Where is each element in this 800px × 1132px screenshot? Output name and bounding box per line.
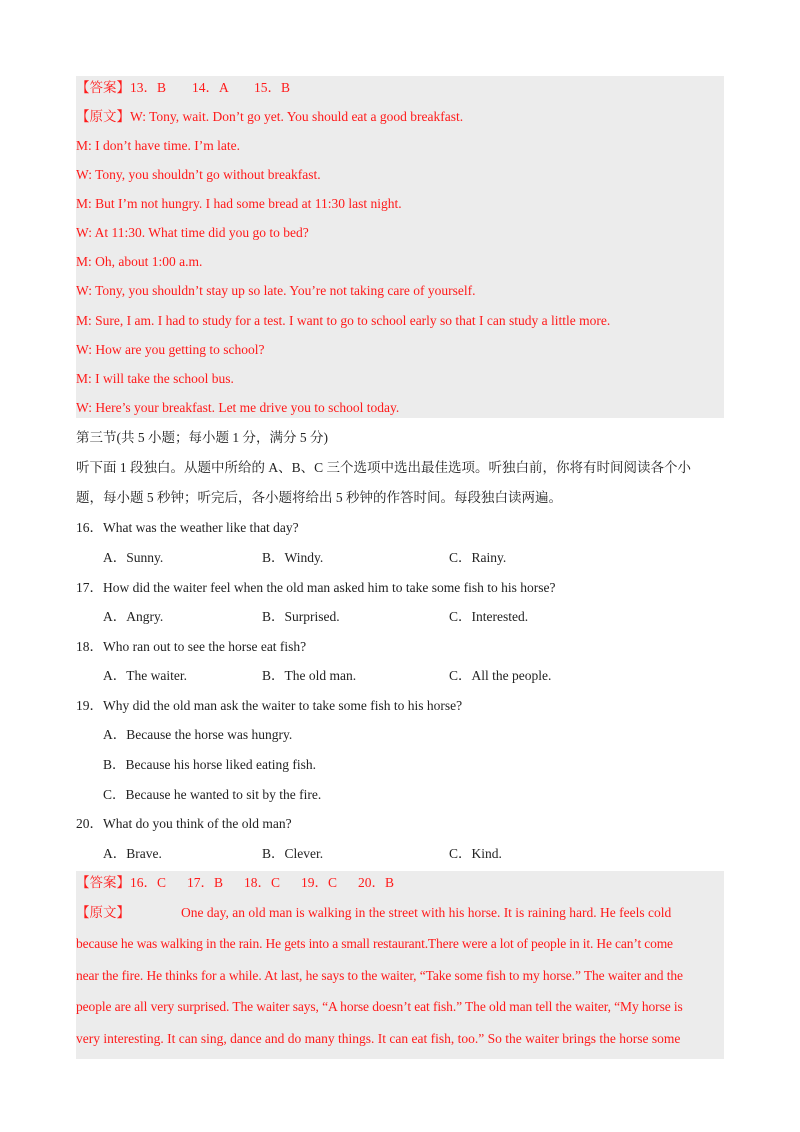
script-line: M: But I’m not hungry. I had some bread at 11:30 last night. bbox=[76, 196, 402, 211]
answer-item: 19．C bbox=[301, 875, 338, 890]
section-heading: 第三节(共 5 小题；每小题 1 分，满分 5 分) bbox=[76, 430, 328, 445]
question-19-option-c: C．Because he wanted to sit by the fire. bbox=[103, 787, 322, 802]
script-text: W: Tony, wait. Don’t go yet. You should eat a good breakfast. bbox=[130, 109, 464, 124]
script-line: W: How are you getting to school? bbox=[76, 342, 265, 357]
question-18-option-a: A．The waiter. bbox=[103, 668, 187, 683]
question-20-option-a: A．Brave. bbox=[103, 846, 162, 861]
answer-item: 15．B bbox=[254, 80, 291, 95]
passage-text: One day, an old man is walking in the street with his horse. It is raining hard. He feels cold bbox=[181, 905, 672, 920]
script-label: 【原文】 bbox=[76, 905, 130, 920]
question-18-option-c: C．All the people. bbox=[449, 668, 552, 683]
question-18-stem: 18．Who ran out to see the horse eat fish? bbox=[76, 639, 307, 654]
question-16-option-c: C．Rainy. bbox=[449, 550, 507, 565]
answer-item: 16．C bbox=[130, 875, 167, 890]
question-17-option-a: A．Angry. bbox=[103, 609, 164, 624]
question-17-option-b: B．Surprised. bbox=[262, 609, 340, 624]
question-20-option-c: C．Kind. bbox=[449, 846, 502, 861]
passage-line: near the fire. He thinks for a while. At last, he says to the waiter, “Take some fish to my horse.” The waiter and the bbox=[76, 968, 683, 983]
answer-block-1-background bbox=[76, 76, 724, 418]
question-20-stem: 20．What do you think of the old man? bbox=[76, 816, 292, 831]
question-16-option-a: A．Sunny. bbox=[103, 550, 164, 565]
answer-item: 13．B bbox=[130, 80, 167, 95]
script-line bbox=[76, 107, 463, 127]
script-line: W: Here’s your breakfast. Let me drive you to school today. bbox=[76, 400, 400, 415]
question-19-stem: 19．Why did the old man ask the waiter to take some fish to his horse? bbox=[76, 698, 463, 713]
question-16-option-b: B．Windy. bbox=[262, 550, 324, 565]
script-line: W: Tony, you shouldn’t stay up so late. You’re not taking care of yourself. bbox=[76, 283, 476, 298]
answer-item: 20．B bbox=[358, 875, 395, 890]
answer-item: 17．B bbox=[187, 875, 224, 890]
script-line: M: Oh, about 1:00 a.m. bbox=[76, 254, 203, 269]
answer-item: 18．C bbox=[244, 875, 281, 890]
answer-label: 【答案】 bbox=[76, 875, 130, 890]
answer-item: 14．A bbox=[192, 80, 229, 95]
section-instructions: 听下面 1 段独白。从题中所给的 A、B、C 三个选项中选出最佳选项。听独白前，你将有时间阅读各个小 bbox=[76, 460, 692, 475]
question-16-stem: 16．What was the weather like that day? bbox=[76, 520, 299, 535]
section-instructions: 题，每小题 5 秒钟；听完后，各小题将给出 5 秒钟的作答时间。每段独白读两遍。 bbox=[76, 490, 562, 505]
answer-line-2 bbox=[76, 873, 394, 893]
script-line: W: Tony, you shouldn’t go without breakfast. bbox=[76, 167, 321, 182]
script-line: M: Sure, I am. I had to study for a test. I want to go to school early so that I can study a little more. bbox=[76, 313, 611, 328]
passage-line: very interesting. It can sing, dance and do many things. It can eat fish, too.” So the waiter brings the horse some bbox=[76, 1031, 681, 1046]
answer-line-1 bbox=[76, 78, 290, 98]
answer-label: 【答案】 bbox=[76, 80, 130, 95]
question-18-option-b: B．The old man. bbox=[262, 668, 357, 683]
passage-line bbox=[76, 903, 671, 923]
passage-line: people are all very surprised. The waiter says, “A horse doesn’t eat fish.” The old man tell the waiter, “My horse is bbox=[76, 999, 683, 1014]
question-19-option-b: B．Because his horse liked eating fish. bbox=[103, 757, 316, 772]
script-line: W: At 11:30. What time did you go to bed? bbox=[76, 225, 309, 240]
question-19-option-a: A．Because the horse was hungry. bbox=[103, 727, 293, 742]
question-17-option-c: C．Interested. bbox=[449, 609, 529, 624]
question-20-option-b: B．Clever. bbox=[262, 846, 324, 861]
script-label: 【原文】 bbox=[76, 109, 130, 124]
question-17-stem: 17．How did the waiter feel when the old man asked him to take some fish to his horse? bbox=[76, 580, 556, 595]
script-line: M: I will take the school bus. bbox=[76, 371, 234, 386]
script-line: M: I don’t have time. I’m late. bbox=[76, 138, 240, 153]
passage-line: because he was walking in the rain. He gets into a small restaurant.There were a lot of people in it. He can’t come bbox=[76, 936, 673, 951]
